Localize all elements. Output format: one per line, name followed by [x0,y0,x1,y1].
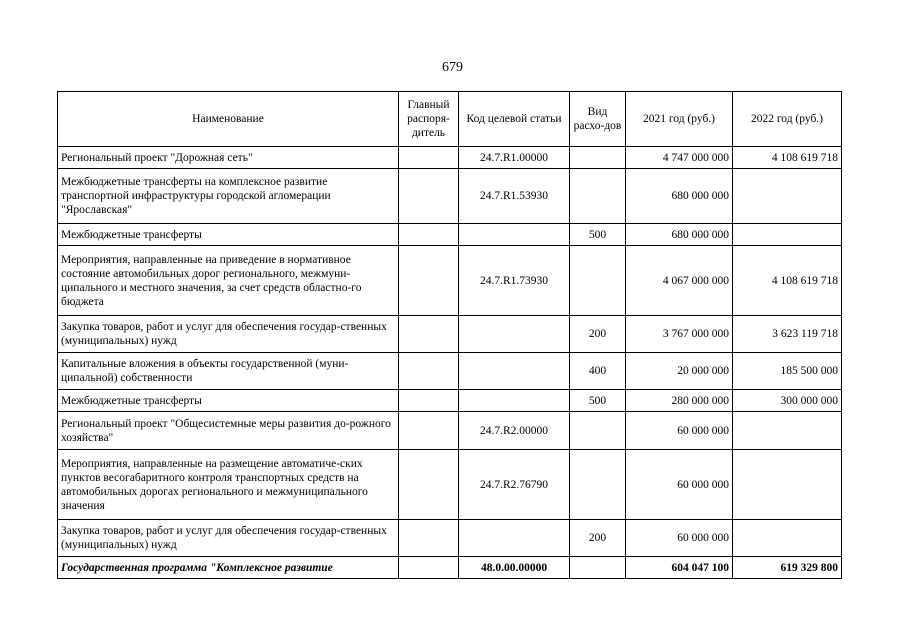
row-2022 [733,520,842,557]
row-2021: 3 767 000 000 [626,316,733,353]
row-2022: 3 623 119 718 [733,316,842,353]
table-row [58,224,842,246]
row-name: Мероприятия, направленные на приведение в нормативное состояние автомобильных дорог регионального, межмуни-ципального и местного значения, за счет средств областно-го бюджета [58,246,399,316]
row-manager [399,246,459,316]
row-2022: 185 500 000 [733,353,842,390]
row-type: 500 [570,390,626,412]
row-manager [399,147,459,169]
row-code [459,224,570,246]
row-code: 24.7.R1.73930 [459,246,570,316]
row-manager [399,224,459,246]
row-type: 500 [570,224,626,246]
row-code: 24.7.R1.00000 [459,147,570,169]
table-row [58,520,842,557]
row-2021: 680 000 000 [626,169,733,224]
row-manager [399,390,459,412]
table-row [58,450,842,520]
row-name: Закупка товаров, работ и услуг для обеспечения государ-ственных (муниципальных) нужд [58,520,399,557]
row-name: Региональный проект "Дорожная сеть" [58,147,399,169]
header-row [58,92,842,147]
row-manager [399,316,459,353]
total-2021: 604 047 100 [626,557,733,579]
table-row [58,246,842,316]
row-name: Капитальные вложения в объекты государственной (муни-ципальной) собственности [58,353,399,390]
table-row [58,169,842,224]
row-2021: 4 747 000 000 [626,147,733,169]
row-2022: 4 108 619 718 [733,147,842,169]
row-2022: 4 108 619 718 [733,246,842,316]
row-type: 200 [570,316,626,353]
row-name: Межбюджетные трансферты [58,390,399,412]
row-code: 24.7.R2.00000 [459,412,570,450]
row-code [459,353,570,390]
row-code [459,390,570,412]
row-code: 24.7.R1.53930 [459,169,570,224]
row-type [570,147,626,169]
header-manager: Главный распоря-дитель [399,92,459,147]
budget-table [57,91,842,579]
total-type [570,557,626,579]
page-number: 679 [442,60,463,75]
row-type [570,412,626,450]
row-name: Межбюджетные трансферты [58,224,399,246]
row-type [570,246,626,316]
row-2021: 60 000 000 [626,412,733,450]
row-code [459,520,570,557]
row-2022: 300 000 000 [733,390,842,412]
row-2021: 280 000 000 [626,390,733,412]
table-row [58,353,842,390]
row-2022 [733,224,842,246]
table-row [58,147,842,169]
row-type: 200 [570,520,626,557]
row-2022 [733,412,842,450]
table-row [58,316,842,353]
row-manager [399,412,459,450]
row-type [570,450,626,520]
row-manager [399,353,459,390]
row-2022 [733,450,842,520]
row-name: Закупка товаров, работ и услуг для обеспечения государ-ственных (муниципальных) нужд [58,316,399,353]
row-2021: 60 000 000 [626,520,733,557]
row-name: Региональный проект "Общесистемные меры развития до-рожного хозяйства" [58,412,399,450]
row-2021: 20 000 000 [626,353,733,390]
row-manager [399,520,459,557]
total-row [58,557,842,579]
row-2021: 60 000 000 [626,450,733,520]
table-row [58,390,842,412]
row-type: 400 [570,353,626,390]
total-2022: 619 329 800 [733,557,842,579]
row-2021: 4 067 000 000 [626,246,733,316]
header-code: Код целевой статьи [459,92,570,147]
header-name: Наименование [58,92,399,147]
row-2022 [733,169,842,224]
row-type [570,169,626,224]
total-name: Государственная программа "Комплексное развитие [58,557,399,579]
row-manager [399,450,459,520]
row-2021: 680 000 000 [626,224,733,246]
row-code [459,316,570,353]
row-code: 24.7.R2.76790 [459,450,570,520]
total-code: 48.0.00.00000 [459,557,570,579]
row-manager [399,169,459,224]
header-year-2022: 2022 год (руб.) [733,92,842,147]
header-year-2021: 2021 год (руб.) [626,92,733,147]
row-name: Мероприятия, направленные на размещение автоматиче-ских пунктов весогабаритного контроля транспортных средств на автомобильных дорогах регионального и межмуниципального значения [58,450,399,520]
table-row [58,412,842,450]
total-manager [399,557,459,579]
row-name: Межбюджетные трансферты на комплексное развитие транспортной инфраструктуры городской агломерации "Ярославская" [58,169,399,224]
header-type: Вид расхо-дов [570,92,626,147]
